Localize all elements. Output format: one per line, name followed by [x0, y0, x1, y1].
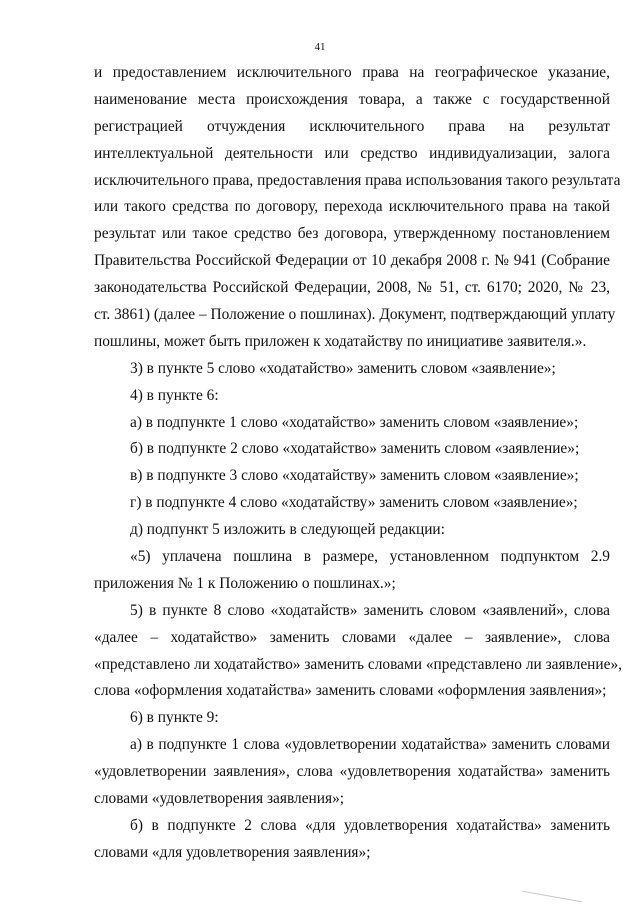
text-line: законодательства Российской Федерации, 2008, № 51, ст. 6170; 2020, № 23, — [94, 279, 610, 297]
paragraph-item-3 — [94, 356, 610, 383]
text-line: в) в подпункте 3 слово «ходатайству» заменить словом «заявление»; — [130, 467, 579, 485]
paragraph-item-4g — [94, 490, 610, 517]
document-body — [94, 60, 623, 867]
text-line: приложения № 1 к Положению о пошлинах.»; — [94, 574, 396, 592]
text-line: наименование места происхождения товара, а также с государственной — [94, 90, 610, 108]
page-number: 41 — [314, 41, 326, 53]
text-line: д) подпункт 5 изложить в следующей редакции: — [130, 521, 445, 539]
paragraph-item-5 — [94, 598, 623, 706]
text-line: ст. 3861) (далее – Положение о пошлинах). Документ, подтверждающий уплату — [94, 306, 616, 324]
paragraph-item-4 — [94, 383, 610, 410]
paragraph-item-4a — [94, 410, 610, 437]
text-line: регистрацией отчуждения исключительного права на результат — [94, 117, 610, 135]
text-line: «удовлетворении заявления», слова «удовлетворения ходатайства» заменить — [94, 763, 610, 781]
paragraph-item-4d — [94, 517, 610, 544]
text-line: или такого средства по договору, перехода исключительного права на такой — [94, 198, 610, 216]
text-line: слова «оформления ходатайства» заменить словами «оформления заявления»; — [94, 682, 607, 700]
text-line: «представлено ли ходатайство» заменить словами «представлено ли заявление», — [94, 655, 623, 673]
text-line: Правительства Российской Федерации от 10 декабря 2008 г. № 941 (Собрание — [94, 252, 610, 270]
text-line: 4) в пункте 6: — [130, 386, 219, 404]
paragraph-item-4v — [94, 463, 610, 490]
paragraph-item-4b — [94, 436, 610, 463]
text-line: и предоставлением исключительного права на географическое указание, — [94, 64, 610, 81]
text-line: а) в подпункте 1 слова «удовлетворении ходатайства» заменить словами — [130, 736, 610, 754]
paragraph-item-6b — [94, 813, 610, 867]
scan-artifact-mark — [522, 891, 581, 902]
text-line: 6) в пункте 9: — [130, 709, 219, 727]
text-line: б) в подпункте 2 слова «для удовлетворения ходатайства» заменить — [130, 816, 610, 834]
paragraph-item-6 — [94, 705, 610, 732]
text-line: интеллектуальной деятельности или средство индивидуализации, залога — [94, 144, 610, 162]
text-line: словами «для удовлетворения заявления»; — [94, 843, 371, 861]
text-line: 3) в пункте 5 слово «ходатайство» заменить словом «заявление»; — [130, 359, 556, 377]
text-line: г) в подпункте 4 слово «ходатайству» заменить словом «заявление»; — [130, 494, 578, 512]
text-line: «далее – ходатайство» заменить словами «далее – заявление», слова — [94, 628, 610, 646]
paragraph-subitem-5-text — [94, 544, 610, 598]
text-line: б) в подпункте 2 слово «ходатайство» заменить словом «заявление»; — [130, 440, 580, 458]
text-line: пошлины, может быть приложен к ходатайству по инициативе заявителя.». — [94, 332, 587, 350]
text-line: исключительного права, предоставления права использования такого результата — [94, 171, 621, 189]
paragraph-item-6a — [94, 732, 610, 813]
text-line: «5) уплачена пошлина в размере, установленном подпунктом 2.9 — [130, 548, 610, 566]
text-line: результат или такое средство без договора, утвержденному постановлением — [94, 225, 610, 243]
text-line: словами «удовлетворения заявления»; — [94, 790, 345, 808]
text-line: 5) в пункте 8 слово «ходатайств» заменить словом «заявлений», слова — [130, 601, 610, 619]
paragraph-fee-document — [94, 60, 621, 356]
text-line: а) в подпункте 1 слово «ходатайство» заменить словом «заявление»; — [130, 413, 579, 431]
